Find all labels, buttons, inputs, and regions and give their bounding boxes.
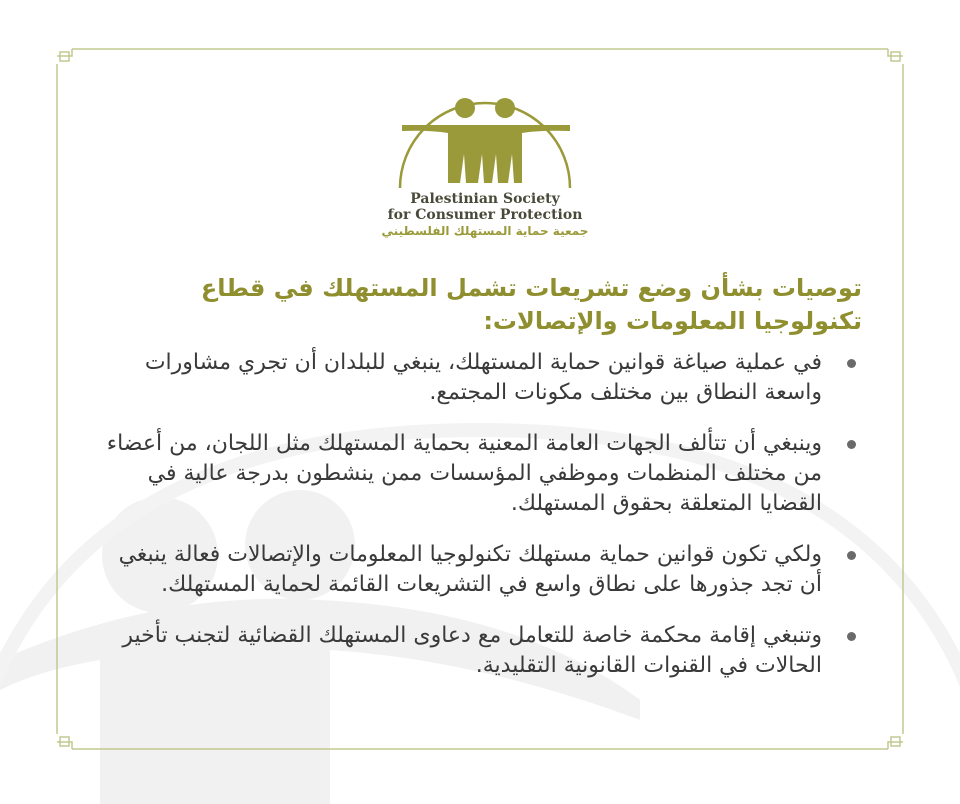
- logo-name-en-line2: for Consumer Protection: [387, 207, 583, 223]
- logo-figures: [402, 98, 570, 183]
- list-item: [100, 621, 862, 681]
- bullet-icon: [847, 359, 856, 368]
- bullet-icon: [847, 440, 856, 449]
- recommendations-list: [100, 348, 862, 681]
- list-item: [100, 540, 862, 600]
- list-item-text: ولكي تكون قوانين حماية مستهلك تكنولوجيا المعلومات والإتصالات فعالة ينبغي أن تجد جذورها على نطاق واسع في التشريعات القائمة لحماية المستهلك.: [118, 542, 822, 597]
- logo-name-en-line1: Palestinian Society: [410, 191, 560, 207]
- logo-name-ar: جمعية حماية المستهلك الفلسطيني: [381, 224, 589, 238]
- list-item: [100, 348, 862, 408]
- list-item-text: وينبغي أن تتألف الجهات العامة المعنية بحماية المستهلك مثل اللجان، من أعضاء من مختلف المنظمات وموظفي المؤسسات ممن ينشطون بدرجة عالية في القضايا المتعلقة بحقوق المستهلك.: [106, 431, 822, 516]
- bullet-icon: [847, 551, 856, 560]
- list-item-text: في عملية صياغة قوانين حماية المستهلك، ينبغي للبلدان أن تجري مشاورات واسعة النطاق بين مختلف مكونات المجتمع.: [144, 350, 822, 405]
- list-item-text: وتنبغي إقامة محكمة خاصة للتعامل مع دعاوى المستهلك القضائية لتجنب تأخير الحالات في القنوات القانونية التقليدية.: [122, 623, 822, 678]
- recommendations-section: [100, 272, 862, 702]
- section-heading: توصيات بشأن وضع تشريعات تشمل المستهلك في قطاع تكنولوجيا المعلومات والإتصالات:: [200, 274, 862, 335]
- bullet-icon: [847, 632, 856, 641]
- list-item: [100, 429, 862, 519]
